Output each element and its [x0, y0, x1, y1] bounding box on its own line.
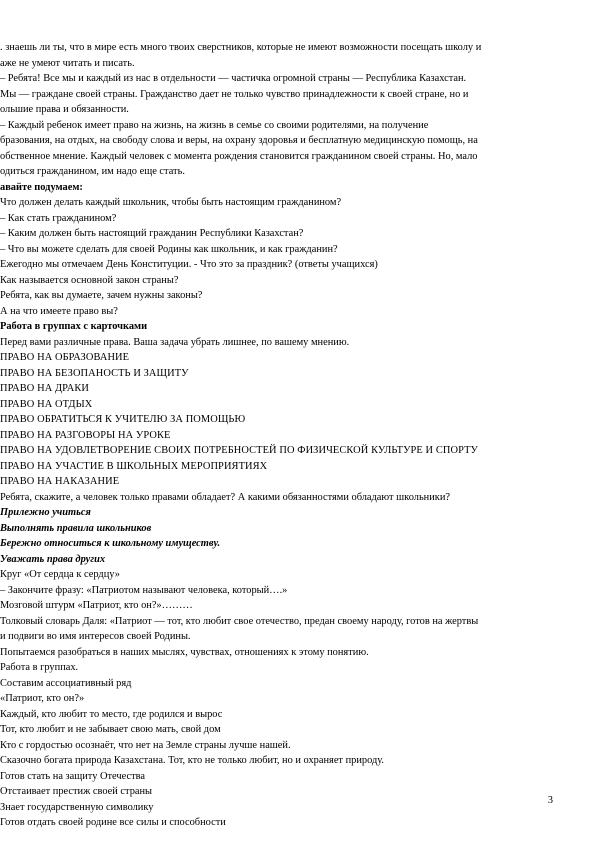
text-line: ПРАВО НА ДРАКИ [0, 383, 89, 394]
text-line: одиться гражданином, им надо еще стать. [0, 166, 185, 177]
text-line: – Каждый ребенок имеет право на жизнь, на жизнь в семье со своими родителями, на получение [0, 119, 429, 131]
text-line: Уважать права других [0, 553, 106, 565]
text-line: Попытаемся разобраться в наших мыслях, чувствах, отношениях к этому понятию. [0, 646, 369, 658]
text-line: Ребята, как вы думаете, зачем нужны законы? [0, 290, 203, 301]
text-line: Бережно относиться к школьному имуществу. [0, 538, 221, 549]
text-line: Прилежно учиться [0, 507, 91, 518]
text-line: Составим ассоциативный ряд [0, 677, 132, 689]
text-line: ПРАВО НА РАЗГОВОРЫ НА УРОКЕ [0, 429, 171, 441]
text-line: ПРАВО ОБРАТИТЬСЯ К УЧИТЕЛЮ ЗА ПОМОЩЬЮ [0, 414, 246, 425]
text-line: Мозговой штурм «Патриот, кто он?»……… [0, 600, 193, 611]
text-line: Как называется основной закон страны? [0, 274, 179, 286]
text-line: Готов отдать своей родине все силы и способности [0, 817, 226, 828]
text-line: Тот, кто любит и не забывает свою мать, свой дом [0, 724, 221, 735]
text-line: ПРАВО НА ОБРАЗОВАНИЕ [0, 352, 130, 363]
text-line: – Что вы можете сделать для своей Родины как школьник, и как гражданин? [0, 243, 338, 255]
text-line: ПРАВО НА ОТДЫХ [0, 398, 93, 410]
text-line: Работа в группах. [0, 662, 79, 673]
text-line: ольшие права и обязанности. [0, 104, 129, 115]
text-line: авайте подумаем: [0, 181, 83, 193]
text-line: Знает государственную символику [0, 801, 154, 813]
text-line: ПРАВО НА УЧАСТИЕ В ШКОЛЬНЫХ МЕРОПРИЯТИЯХ [0, 460, 268, 472]
page-number: 3 [547, 795, 553, 806]
text-line: Готов стать на защиту Отечества [0, 770, 146, 782]
text-line: – Закончите фразу: «Патриотом называют человека, который….» [0, 584, 288, 596]
text-line: Перед вами различные права. Ваша задача убрать лишнее, по вашему мнению. [0, 336, 350, 348]
text-line: Мы — граждане своей страны. Гражданство дает не только чувство принадлежности к своей стране, но и [0, 88, 469, 100]
text-line: ПРАВО НА НАКАЗАНИЕ [0, 476, 120, 487]
text-line: Ребята, скажите, а человек только правами обладает? А какими обязанностями обладают школьники? [0, 491, 451, 503]
text-line: Круг «От сердца к сердцу» [0, 569, 120, 580]
text-line: и подвиги во имя интересов своей Родины. [0, 631, 191, 642]
text-line: бразования, на отдых, на свободу слова и веры, на охрану здоровья и бесплатную медицинскую помощь, на [0, 135, 478, 146]
text-line: Выполнять правила школьников [0, 522, 152, 534]
text-line: ПРАВО НА БЕЗОПАНОСТЬ И ЗАЩИТУ [0, 367, 189, 379]
text-line: ПРАВО НА УДОВЛЕТВОРЕНИЕ СВОИХ ПОТРЕБНОСТЕЙ ПО ФИЗИЧЕСКОЙ КУЛЬТУРЕ И СПОРТУ [0, 445, 479, 456]
text-line: – Ребята! Все мы и каждый из нас в отдельности — частичка огромной страны — Республика Казахстан. [0, 73, 467, 84]
text-line: Ежегодно мы отмечаем День Конституции. - Что это за праздник? (ответы учащихся) [0, 259, 378, 270]
text-line: Толковый словарь Даля: «Патриот — тот, кто любит свое отечество, предан своему народу, готов на жертвы [0, 615, 479, 627]
text-line: аже не умеют читать и писать. [0, 57, 135, 69]
text-line: Каждый, кто любит то место, где родился и вырос [0, 708, 223, 720]
text-line: А на что имеете право вы? [0, 305, 118, 317]
text-line: обственное мнение. Каждый человек с момента рождения становится гражданином своей страны. Но, мало [0, 150, 478, 162]
text-line: Отстаивает престиж своей страны [0, 786, 153, 797]
text-line: Что должен делать каждый школьник, чтобы быть настоящим гражданином? [0, 197, 342, 208]
document-body [0, 40, 595, 831]
text-line: . знаешь ли ты, что в мире есть много твоих сверстников, которые не имеют возможности посещать школу и [0, 42, 482, 53]
text-line: «Патриот, кто он?» [0, 693, 85, 704]
text-line: – Как стать гражданином? [0, 212, 117, 224]
text-line: Сказочно богата природа Казахстана. Тот, кто не только любит, но и охраняет природу. [0, 755, 385, 766]
text-line: – Каким должен быть настоящий гражданин Республики Казахстан? [0, 228, 304, 239]
text-line: Работа в группах с карточками [0, 321, 148, 332]
text-line: Кто с гордостью осознаёт, что нет на Земле страны лучше нашей. [0, 739, 291, 751]
